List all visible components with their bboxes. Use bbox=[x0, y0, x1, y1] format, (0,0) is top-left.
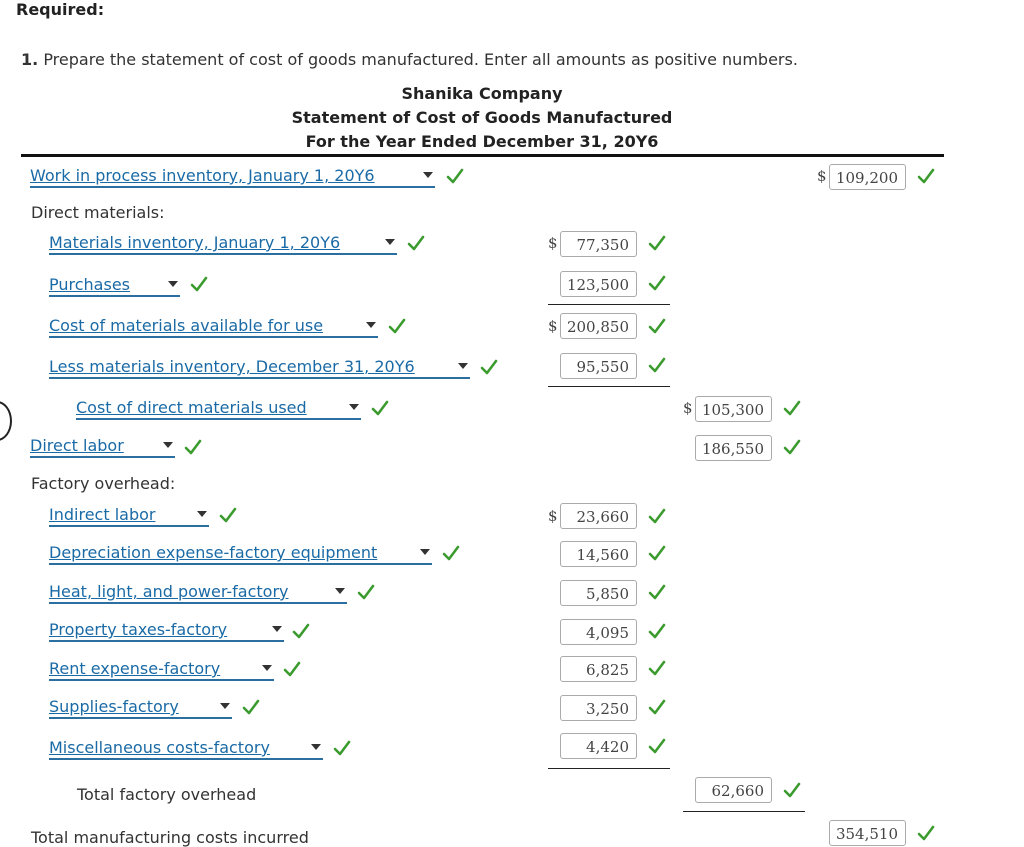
chevron-down-icon bbox=[335, 588, 345, 594]
direct-labor-dropdown[interactable] bbox=[30, 436, 175, 458]
instruction bbox=[21, 50, 798, 69]
indirect-labor-label: Indirect labor bbox=[49, 505, 156, 524]
check-icon bbox=[446, 167, 464, 185]
dollar-sign: $ bbox=[548, 507, 558, 525]
depreciation-dropdown[interactable] bbox=[49, 543, 432, 565]
purchases-amount[interactable]: 123,500 bbox=[560, 271, 637, 297]
check-icon bbox=[648, 234, 666, 252]
heat-light-power-dropdown[interactable] bbox=[49, 582, 347, 604]
chevron-down-icon bbox=[349, 404, 359, 410]
subtotal-rule bbox=[548, 768, 670, 769]
materials-available-amount[interactable]: 200,850 bbox=[560, 313, 637, 339]
check-icon bbox=[480, 358, 498, 376]
total-overhead-amount[interactable]: 62,660 bbox=[695, 777, 772, 803]
chevron-down-icon bbox=[262, 665, 272, 671]
supplies-label: Supplies-factory bbox=[49, 697, 179, 716]
materials-end-amount[interactable]: 95,550 bbox=[560, 353, 637, 379]
total-mfg-costs-amount[interactable]: 354,510 bbox=[829, 820, 906, 846]
wip-begin-amount[interactable]: 109,200 bbox=[829, 164, 906, 190]
check-icon bbox=[783, 781, 801, 799]
check-icon bbox=[190, 275, 208, 293]
factory-overhead-heading: Factory overhead: bbox=[31, 474, 176, 493]
subtotal-rule bbox=[548, 304, 670, 305]
misc-costs-label: Miscellaneous costs-factory bbox=[49, 738, 270, 757]
chevron-down-icon bbox=[163, 442, 173, 448]
check-icon bbox=[648, 274, 666, 292]
property-taxes-amount[interactable]: 4,095 bbox=[560, 619, 637, 645]
check-icon bbox=[648, 356, 666, 374]
materials-end-label: Less materials inventory, December 31, 20Y6 bbox=[49, 357, 415, 376]
check-icon bbox=[283, 660, 301, 678]
instruction-number: 1. bbox=[21, 50, 39, 69]
subtotal-rule bbox=[683, 811, 805, 812]
misc-costs-dropdown[interactable] bbox=[49, 738, 323, 760]
chevron-down-icon bbox=[458, 363, 468, 369]
direct-materials-used-label: Cost of direct materials used bbox=[76, 398, 307, 417]
header-rule bbox=[21, 154, 944, 157]
check-icon bbox=[648, 317, 666, 335]
dollar-sign: $ bbox=[548, 317, 558, 335]
statement-title: Statement of Cost of Goods Manufactured bbox=[291, 108, 673, 127]
check-icon bbox=[242, 698, 260, 716]
wip-begin-label: Work in process inventory, January 1, 20Y6 bbox=[30, 166, 375, 185]
check-icon bbox=[648, 507, 666, 525]
rent-expense-label: Rent expense-factory bbox=[49, 659, 221, 678]
materials-begin-label: Materials inventory, January 1, 20Y6 bbox=[49, 233, 341, 252]
check-icon bbox=[219, 506, 237, 524]
dollar-sign: $ bbox=[817, 167, 827, 185]
rent-expense-dropdown[interactable] bbox=[49, 659, 274, 681]
total-mfg-costs-label: Total manufacturing costs incurred bbox=[31, 828, 309, 847]
indirect-labor-dropdown[interactable] bbox=[49, 505, 209, 527]
indirect-labor-amount[interactable]: 23,660 bbox=[560, 503, 637, 529]
check-icon bbox=[357, 583, 375, 601]
direct-materials-used-amount[interactable]: 105,300 bbox=[695, 396, 772, 422]
check-icon bbox=[442, 544, 460, 562]
check-icon bbox=[648, 737, 666, 755]
misc-costs-amount[interactable]: 4,420 bbox=[560, 733, 637, 759]
property-taxes-dropdown[interactable] bbox=[49, 620, 284, 642]
heat-light-power-amount[interactable]: 5,850 bbox=[560, 580, 637, 606]
check-icon bbox=[292, 622, 310, 640]
check-icon bbox=[184, 438, 202, 456]
subtotal-rule bbox=[548, 386, 670, 387]
check-icon bbox=[648, 583, 666, 601]
required-heading: Required: bbox=[16, 0, 105, 19]
property-taxes-label: Property taxes-factory bbox=[49, 620, 228, 639]
purchases-label: Purchases bbox=[49, 275, 130, 294]
page-edge-circle bbox=[0, 401, 12, 441]
supplies-dropdown[interactable] bbox=[49, 697, 232, 719]
check-icon bbox=[648, 622, 666, 640]
dollar-sign: $ bbox=[683, 399, 693, 417]
check-icon bbox=[648, 698, 666, 716]
chevron-down-icon bbox=[385, 239, 395, 245]
depreciation-label: Depreciation expense-factory equipment bbox=[49, 543, 378, 562]
check-icon bbox=[783, 399, 801, 417]
direct-materials-used-dropdown[interactable] bbox=[76, 398, 361, 420]
chevron-down-icon bbox=[366, 322, 376, 328]
supplies-amount[interactable]: 3,250 bbox=[560, 695, 637, 721]
purchases-dropdown[interactable] bbox=[49, 275, 180, 297]
materials-end-dropdown[interactable] bbox=[49, 357, 470, 379]
direct-labor-label: Direct labor bbox=[30, 436, 124, 455]
materials-available-label: Cost of materials available for use bbox=[49, 316, 324, 335]
depreciation-amount[interactable]: 14,560 bbox=[560, 541, 637, 567]
materials-begin-dropdown[interactable] bbox=[49, 233, 397, 255]
check-icon bbox=[407, 234, 425, 252]
check-icon bbox=[917, 167, 935, 185]
check-icon bbox=[648, 659, 666, 677]
check-icon bbox=[783, 438, 801, 456]
materials-begin-amount[interactable]: 77,350 bbox=[560, 231, 637, 257]
check-icon bbox=[371, 399, 389, 417]
check-icon bbox=[917, 824, 935, 842]
direct-materials-heading: Direct materials: bbox=[31, 203, 165, 222]
chevron-down-icon bbox=[420, 549, 430, 555]
chevron-down-icon bbox=[311, 744, 321, 750]
check-icon bbox=[333, 739, 351, 757]
chevron-down-icon bbox=[197, 511, 207, 517]
total-overhead-label: Total factory overhead bbox=[77, 785, 257, 804]
chevron-down-icon bbox=[272, 626, 282, 632]
dollar-sign: $ bbox=[548, 234, 558, 252]
chevron-down-icon bbox=[220, 703, 230, 709]
direct-labor-amount[interactable]: 186,550 bbox=[695, 435, 772, 461]
check-icon bbox=[648, 544, 666, 562]
materials-available-dropdown[interactable] bbox=[49, 316, 378, 338]
rent-expense-amount[interactable]: 6,825 bbox=[560, 656, 637, 682]
company-name: Shanika Company bbox=[401, 84, 563, 103]
check-icon bbox=[388, 317, 406, 335]
chevron-down-icon bbox=[423, 172, 433, 178]
heat-light-power-label: Heat, light, and power-factory bbox=[49, 582, 289, 601]
wip-begin-dropdown[interactable] bbox=[30, 166, 435, 188]
instruction-text: Prepare the statement of cost of goods manufactured. Enter all amounts as positive numbers. bbox=[43, 50, 798, 69]
statement-period: For the Year Ended December 31, 20Y6 bbox=[305, 132, 659, 151]
chevron-down-icon bbox=[168, 281, 178, 287]
